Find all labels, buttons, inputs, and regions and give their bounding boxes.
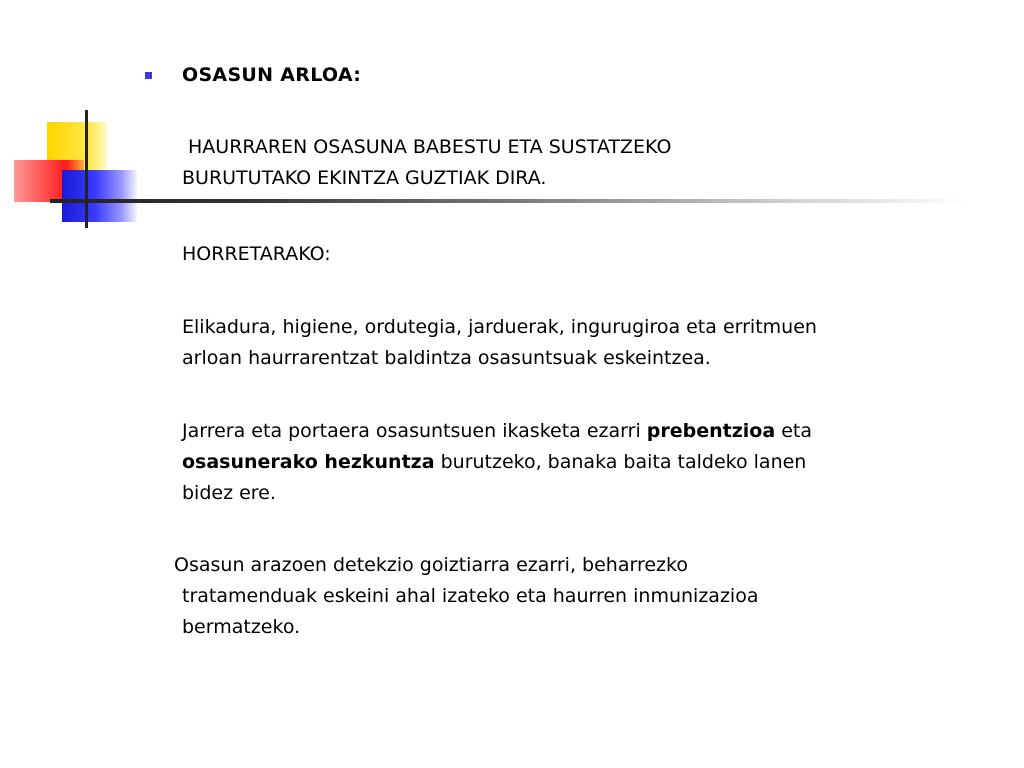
- subheading: HORRETARAKO:: [182, 243, 331, 265]
- paragraph-conditions-line-1: Elikadura, higiene, ordutegia, jarduerak, ingurugiroa eta erritmuen: [182, 316, 817, 338]
- intro-line-1: HAURRAREN OSASUNA BABESTU ETA SUSTATZEKO: [188, 136, 672, 158]
- paragraph-conditions-line-2: arloan haurrarentzat baldintza osasuntsuak eskeintzea.: [182, 347, 711, 369]
- logo-vertical-line: [85, 110, 88, 228]
- paragraph-detection-line-1: Osasun arazoen detekzio goiztiarra ezarri, beharrezko: [174, 554, 688, 576]
- paragraph-detection-line-2: tratamenduak eskeini ahal izateko eta haurren inmunizazioa: [182, 585, 759, 607]
- paragraph-prevention: [182, 416, 982, 509]
- logo-blue-block: [62, 170, 137, 222]
- slide-heading: OSASUN ARLOA:: [182, 64, 362, 86]
- paragraph-detection: [174, 550, 942, 643]
- health-education-keyword: osasunerako hezkuntza: [182, 451, 435, 473]
- prevention-text: Jarrera eta portaera osasuntsuen ikasketa ezarri: [182, 420, 647, 442]
- health-education-text: burutzeko, banaka baita taldeko lanen: [434, 451, 807, 473]
- intro-paragraph: [182, 132, 902, 194]
- paragraph-prevention-line-2: [182, 447, 982, 478]
- square-bullet-icon: [145, 72, 152, 79]
- paragraph-prevention-line-1: [182, 416, 982, 447]
- prevention-keyword: prebentzioa: [646, 420, 776, 442]
- paragraph-conditions: [182, 312, 982, 374]
- paragraph-prevention-line-3: bidez ere.: [182, 482, 276, 504]
- intro-line-2: BURUTUTAKO EKINTZA GUZTIAK DIRA.: [182, 167, 547, 189]
- prevention-text-end: eta: [775, 420, 812, 442]
- title-divider-line: [50, 199, 970, 203]
- paragraph-detection-line-3: bermatzeko.: [182, 616, 301, 638]
